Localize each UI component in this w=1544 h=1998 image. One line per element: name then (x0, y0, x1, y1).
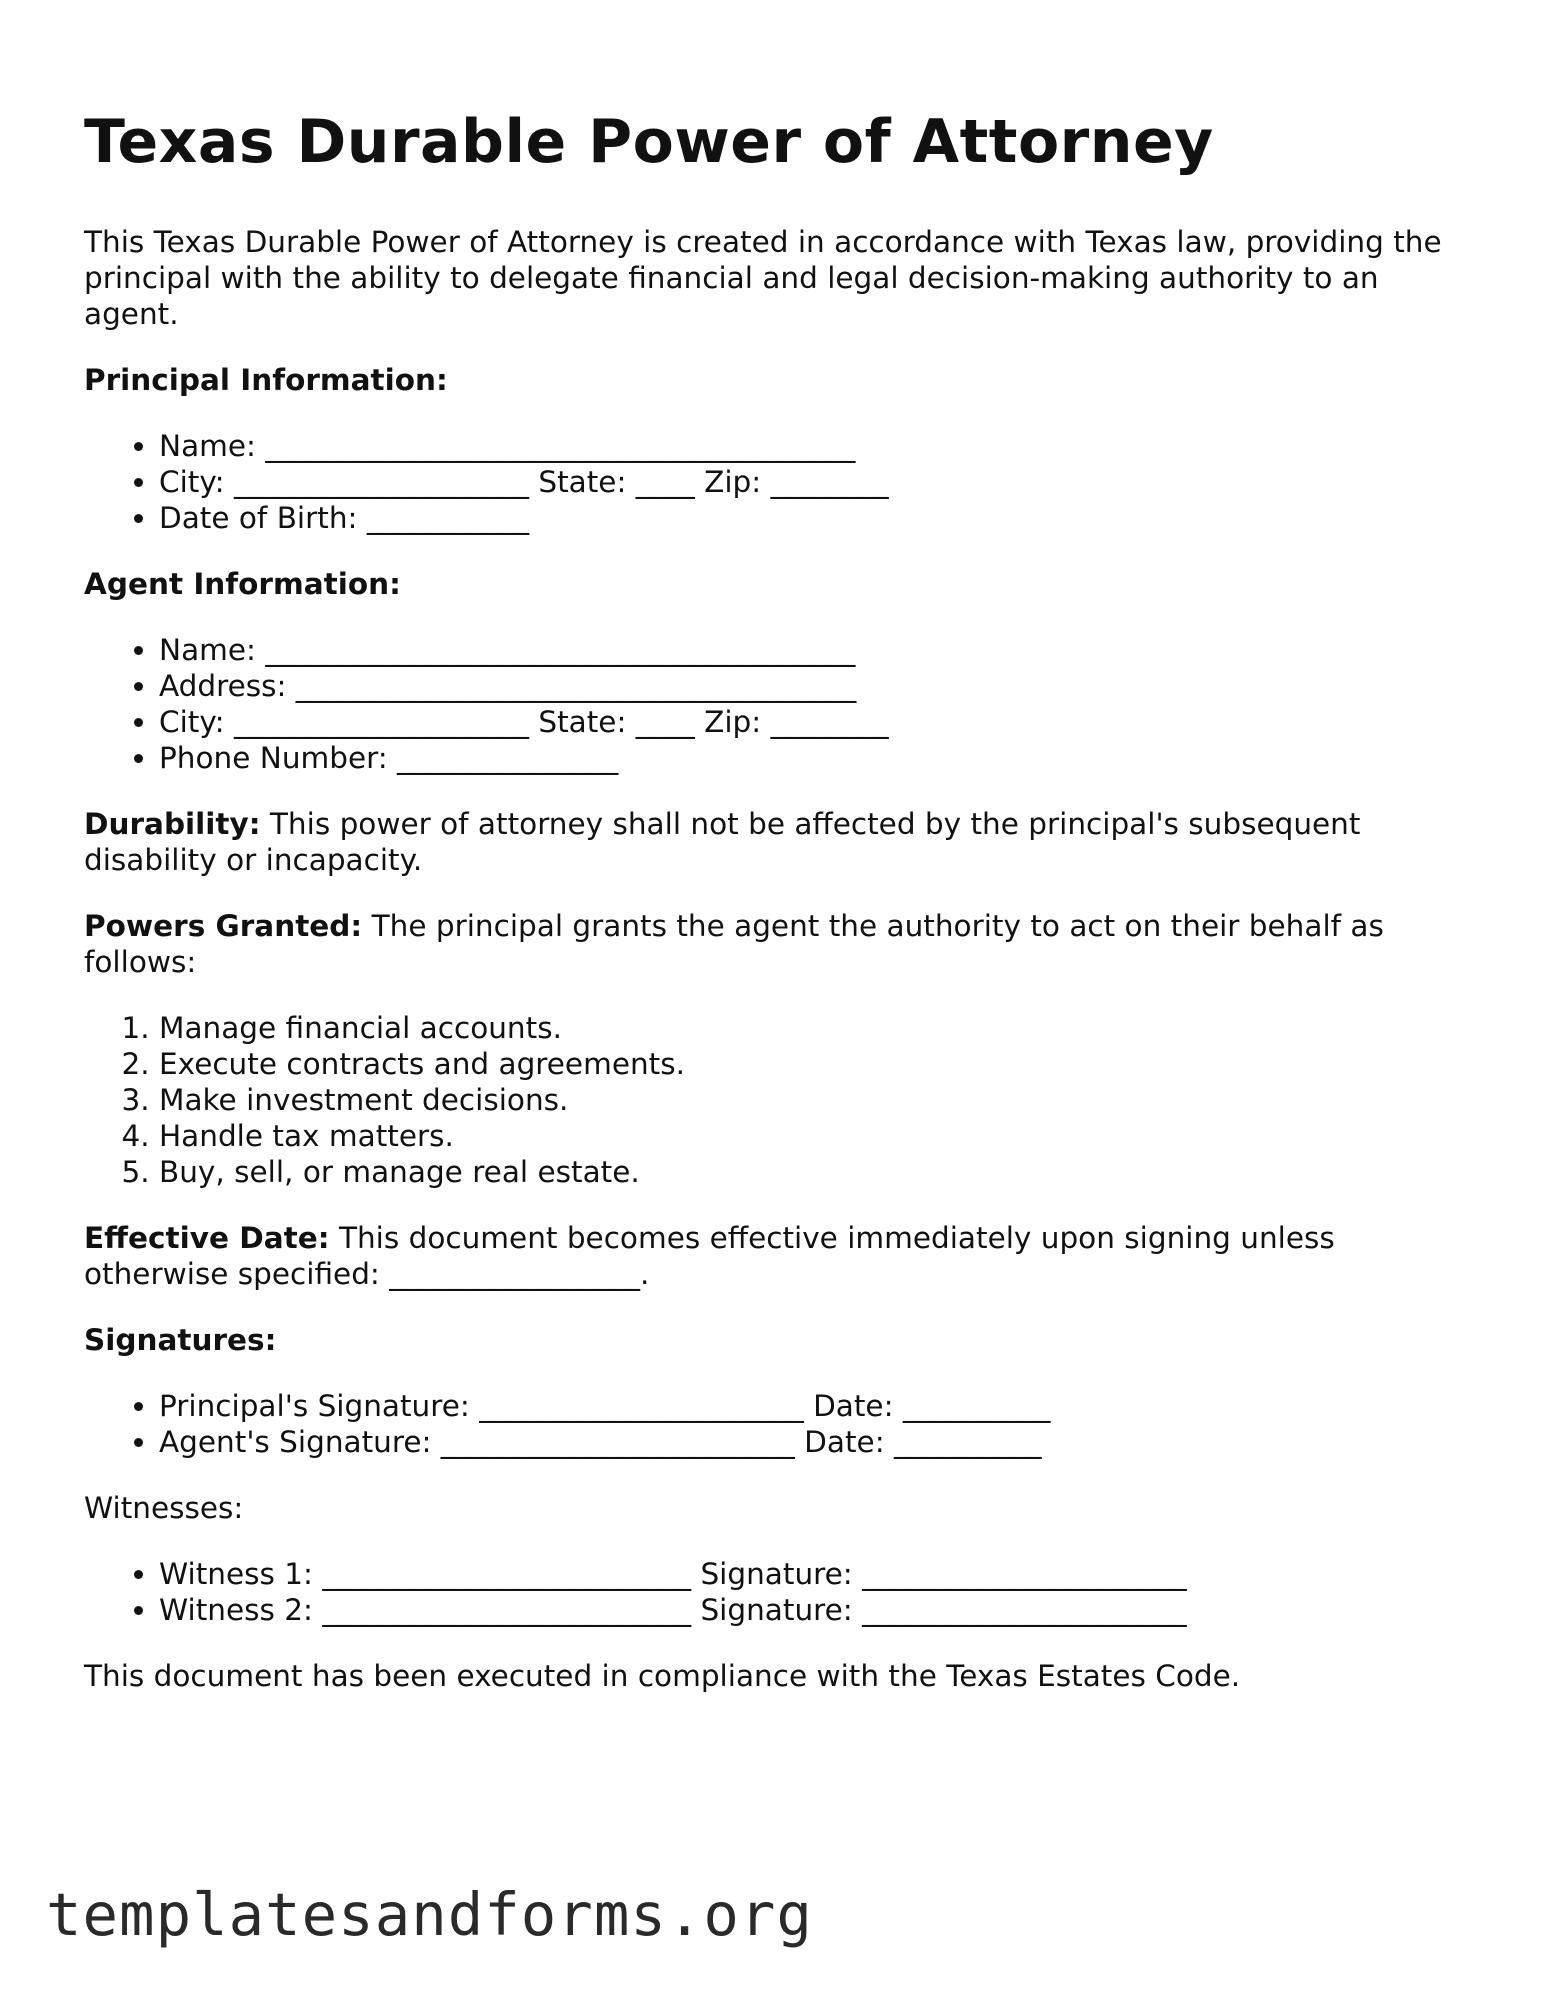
effective-date-paragraph (84, 1220, 1474, 1292)
witnesses-list (84, 1556, 1474, 1628)
durability-paragraph (84, 806, 1474, 878)
witness-1-field: • Witness 1: _________________________ Signature: ______________________ (159, 1556, 1474, 1592)
witness-2-field: • Witness 2: _________________________ Signature: ______________________ (159, 1592, 1474, 1628)
powers-text: The principal grants the agent the authority to act on their behalf as follows: (84, 909, 1384, 979)
principal-city-field: • City: ____________________ State: ____ Zip: ________ (159, 464, 1474, 500)
agent-city-field: • City: ____________________ State: ____ Zip: ________ (159, 704, 1474, 740)
principal-heading: Principal Information: (84, 363, 448, 397)
power-item: 3. Make investment decisions. (159, 1082, 1474, 1118)
powers-list (84, 1010, 1474, 1190)
principal-dob-field: • Date of Birth: ___________ (159, 500, 1474, 536)
effective-date-label: Effective Date: (84, 1221, 330, 1255)
power-item: 4. Handle tax matters. (159, 1118, 1474, 1154)
witnesses-label: Witnesses: (84, 1491, 244, 1525)
effective-date-text: This document becomes effective immediately upon signing unless otherwise specified: _________________. (84, 1221, 1335, 1291)
power-item: 2. Execute contracts and agreements. (159, 1046, 1474, 1082)
power-item: 1. Manage financial accounts. (159, 1010, 1474, 1046)
durability-text: This power of attorney shall not be affected by the principal's subsequent disability or incapacity. (84, 807, 1361, 877)
document-title: Texas Durable Power of Attorney (84, 107, 1214, 177)
powers-paragraph (84, 908, 1474, 980)
agent-name-field: • Name: ________________________________________ (159, 632, 1474, 668)
intro-paragraph: This Texas Durable Power of Attorney is created in accordance with Texas law, providing the principal with the ability to delegate financial and legal decision-making authority to an agent. (84, 225, 1442, 331)
agent-signature-field: • Agent's Signature: ________________________ Date: __________ (159, 1424, 1474, 1460)
agent-phone-field: • Phone Number: _______________ (159, 740, 1474, 776)
principal-signature-field: • Principal's Signature: ______________________ Date: __________ (159, 1388, 1474, 1424)
power-item: 5. Buy, sell, or manage real estate. (159, 1154, 1474, 1190)
principal-name-field: • Name: ________________________________________ (159, 428, 1474, 464)
signatures-heading: Signatures: (84, 1323, 277, 1357)
agent-list (84, 632, 1474, 776)
closing-statement: This document has been executed in compliance with the Texas Estates Code. (84, 1659, 1241, 1693)
site-watermark: templatesandforms.org (46, 1880, 813, 1949)
durability-label: Durability: (84, 807, 261, 841)
document-page (84, 104, 1474, 1694)
signatures-list (84, 1388, 1474, 1460)
principal-list (84, 428, 1474, 536)
powers-label: Powers Granted: (84, 909, 363, 943)
agent-address-field: • Address: ______________________________________ (159, 668, 1474, 704)
agent-heading: Agent Information: (84, 567, 401, 601)
